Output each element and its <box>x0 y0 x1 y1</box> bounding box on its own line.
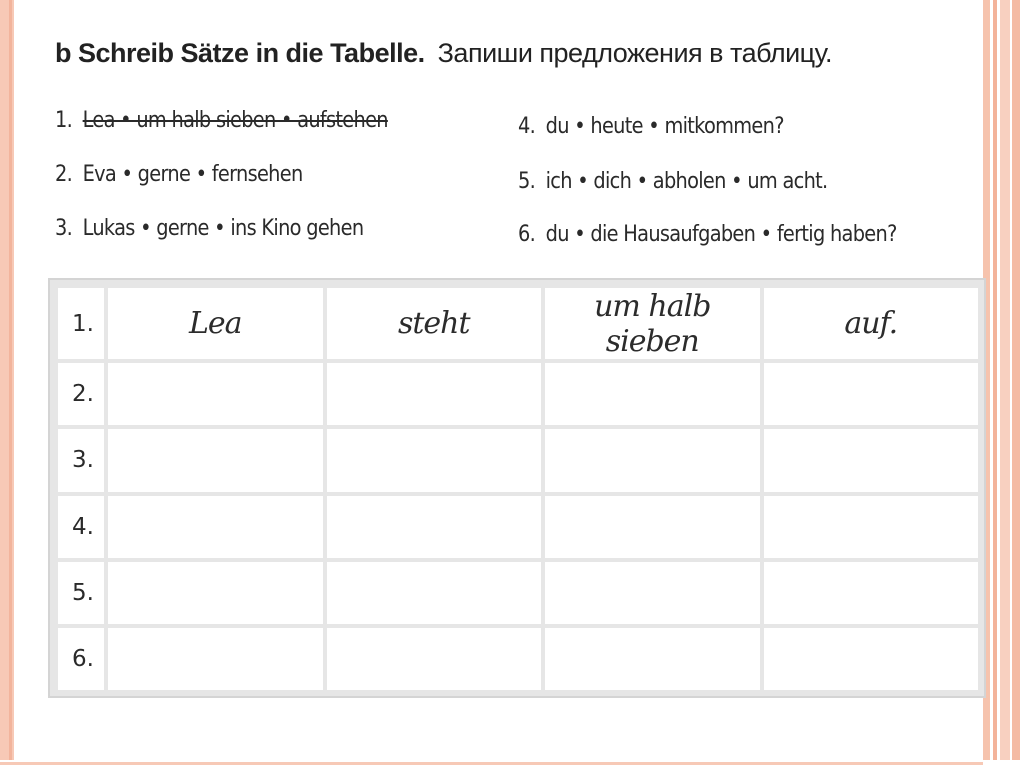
row-number: 3. <box>58 429 104 491</box>
answer-cell <box>108 363 323 425</box>
task-item-2 <box>55 162 303 187</box>
task-number: 4. <box>518 114 536 139</box>
answer-cell <box>545 628 760 690</box>
task-text: Eva • gerne • fernsehen <box>82 162 303 187</box>
table-row <box>58 562 978 624</box>
task-number: 2. <box>55 162 73 187</box>
answer-cell: um halb sieben <box>545 288 760 359</box>
row-number: 1. <box>58 288 104 359</box>
answer-cell <box>327 496 542 558</box>
answer-cell <box>764 628 979 690</box>
answer-cell: steht <box>327 288 542 359</box>
answer-table <box>48 278 986 698</box>
task-number: 5. <box>518 169 536 194</box>
answer-cell: auf. <box>764 288 979 359</box>
task-text: du • heute • mitkommen? <box>545 114 784 139</box>
answer-cell <box>764 429 979 491</box>
task-item-5 <box>518 169 827 194</box>
row-number: 5. <box>58 562 104 624</box>
answer-cell <box>327 628 542 690</box>
answer-cell <box>327 429 542 491</box>
task-text: ich • dich • abholen • um acht. <box>545 169 828 194</box>
answer-cell <box>545 363 760 425</box>
heading-russian: Запиши предложения в таблицу. <box>437 38 832 68</box>
row-number: 2. <box>58 363 104 425</box>
table-row <box>58 496 978 558</box>
answer-cell <box>764 496 979 558</box>
answer-cell <box>327 562 542 624</box>
table-row <box>58 429 978 491</box>
answer-cell <box>327 363 542 425</box>
answer-cell: Lea <box>108 288 323 359</box>
answer-cell <box>108 562 323 624</box>
answer-cell <box>108 496 323 558</box>
answer-cell <box>764 363 979 425</box>
exercise-heading <box>55 38 832 69</box>
answer-cell <box>764 562 979 624</box>
table-row <box>58 363 978 425</box>
row-number: 6. <box>58 628 104 690</box>
table-row <box>58 288 978 359</box>
slide-frame-bottom <box>0 760 1024 767</box>
task-item-6 <box>518 222 897 247</box>
task-item-1 <box>55 108 388 133</box>
answer-cell <box>545 562 760 624</box>
slide-frame-left <box>0 0 14 767</box>
task-item-3 <box>55 216 363 241</box>
slide-frame-right <box>983 0 1024 767</box>
row-number: 4. <box>58 496 104 558</box>
task-number: 1. <box>55 108 73 133</box>
answer-cell <box>108 628 323 690</box>
answer-cell <box>545 429 760 491</box>
task-item-4 <box>518 114 784 139</box>
answer-cell <box>108 429 323 491</box>
task-number: 3. <box>55 216 73 241</box>
table-row <box>58 628 978 690</box>
task-number: 6. <box>518 222 536 247</box>
task-text: Lukas • gerne • ins Kino gehen <box>82 216 364 241</box>
task-text: du • die Hausaufgaben • fertig haben? <box>545 222 897 247</box>
task-text: Lea • um halb sieben • aufstehen <box>82 108 388 133</box>
answer-cell <box>545 496 760 558</box>
heading-german: b Schreib Sätze in die Tabelle. <box>55 38 425 68</box>
